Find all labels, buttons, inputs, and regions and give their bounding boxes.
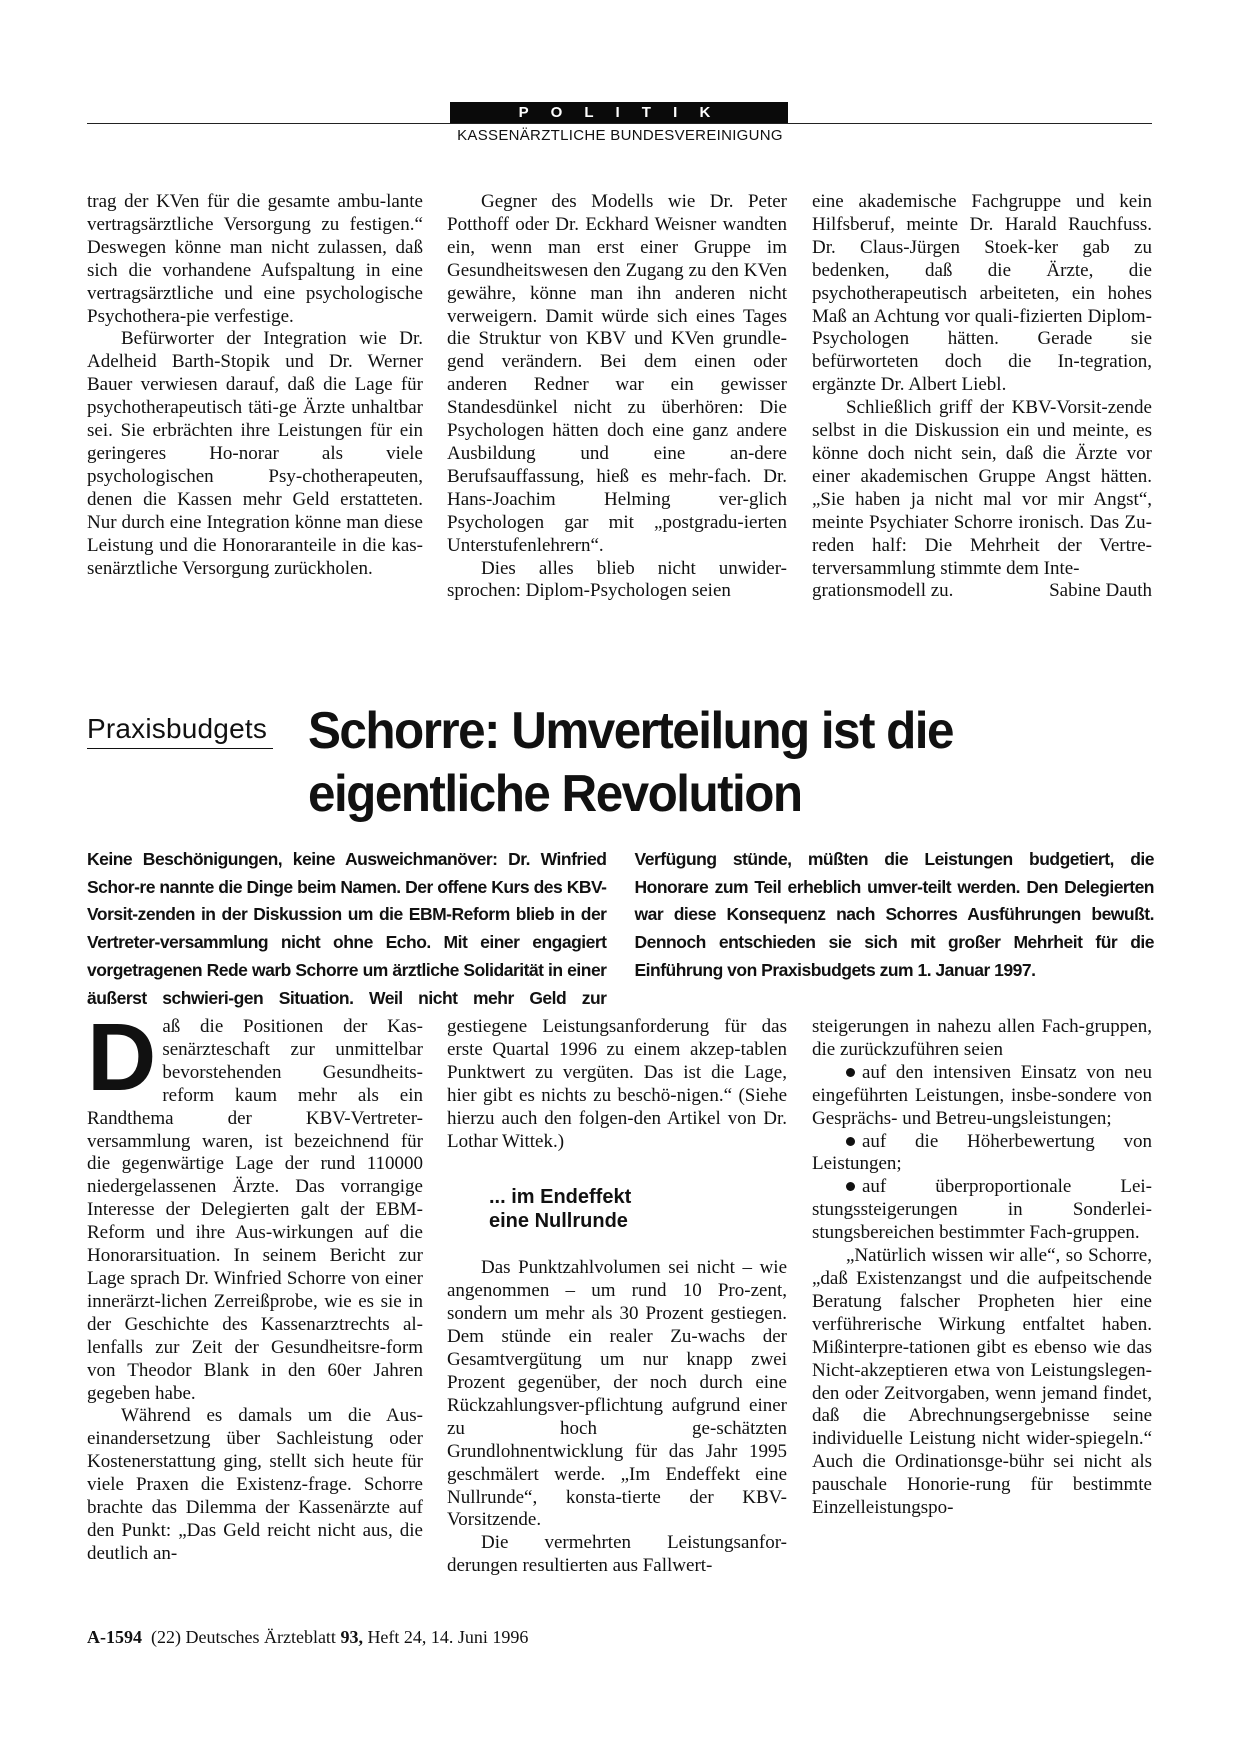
subheading-line: eine Nullrunde (489, 1210, 628, 1233)
bullet-item (812, 1131, 1152, 1177)
prev-article-column-2 (447, 191, 787, 603)
section-subtitle: KASSENÄRZTLICHE BUNDESVEREINIGUNG (457, 127, 783, 144)
article-column-1 (87, 1004, 423, 1566)
paragraph: „Natürlich wissen wir alle“, so Schorre, „daß Existenzangst und die aufpeitschende Beratung falscher Propheten hier eine verführerische Wirkung entfaltet haben. Mißinterpre-tationen gibt es ebenso wie das Nicht-akzeptieren etwa von Leistungslegen-den oder Zeitvorgaben, wenn jemand findet, daß die Abrechnungsergebnisse seine individuelle Leistung nicht wider-spiegeln.“ Auch die Ordinationsge-bühr sei nicht als pauschale Honorie-rung für bestimmte Einzelleistungspo- (812, 1245, 1152, 1519)
last-line: grationsmodell zu. (812, 580, 954, 602)
paragraph: Während es damals um die Aus-einandersetzung über Sachleistung oder Kostenerstattung ging, stellt sich heute für viele Praxen die Existenz-frage. Schorre brachte das Dilemma der Kassenärzte auf den Punkt: „Das Geld reicht nicht aus, die deutlich an- (87, 1405, 423, 1564)
prev-article-column-1 (87, 191, 423, 580)
paragraph: Das Punktzahlvolumen sei nicht – wie angenommen – um rund 10 Pro-zent, sondern um mehr als 30 Prozent gestiegen. Dem stünde ein realer Zu-wachs der Gesamtvergütung um nur knapp zwei Prozent gegenüber, der noch durch eine Rückzahlungsver-pflichtung aufgrund einer zu hoch ge-schätzten Grundlohnentwicklung für das Jahr 1995 geschmälert werde. „Im Endeffekt eine Nullrunde“, konsta-tierte der KBV-Vorsitzende. (447, 1257, 787, 1531)
journal-name: (22) Deutsches Ärzteblatt (151, 1627, 336, 1647)
paragraph: Befürworter der Integration wie Dr. Adelheid Barth-Stopik und Dr. Werner Bauer verwiesen darauf, daß die Lage für psychotherapeutisch täti-ge Ärzte unhaltbar sei. Sie erbrächten ihre Leistungen für ein geringeres Ho-norar als viele psychologischen Psy-chotherapeuten, denen die Kassen mehr Geld erstatteten. Nur durch eine Integration könne man diese Leistung und die Honoraranteile in die kas-senärztliche Versorgung zurückholen. (87, 328, 423, 579)
bullet-text: auf die Höherbewertung von Leistungen; (812, 1130, 1152, 1175)
article-headline: Schorre: Umverteilung ist die eigentliche Revolution (308, 702, 953, 823)
bullet-item (812, 1062, 1152, 1131)
paragraph: Schließlich griff der KBV-Vorsit-zende selbst in die Diskussion ein und meinte, es könne doch nicht sein, daß die Ärzte vor einer akademischen Gruppe Angst hätten. „Sie haben ja nicht mal vor mir Angst“, meinte Psychiater Schorre ironisch. Das Zu-reden half: Die Mehrheit der Vertre-terversammlung stimmte dem Inte- (812, 397, 1152, 579)
article-column-2 (447, 1016, 787, 1578)
bullet-item (812, 1176, 1152, 1245)
article-kicker: Praxisbudgets (87, 712, 273, 749)
bullet-icon (846, 1182, 855, 1191)
author-signature: Sabine Dauth (1049, 580, 1152, 602)
drop-cap: D (87, 1004, 157, 1111)
bullet-icon (846, 1137, 855, 1146)
paragraph: steigerungen in nahezu allen Fach-gruppen, die zurückzuführen seien (812, 1016, 1152, 1060)
author-line (812, 580, 1152, 603)
paragraph: Die vermehrten Leistungsanfor-derungen resultierten aus Fallwert- (447, 1532, 787, 1577)
subheading (489, 1185, 787, 1233)
paragraph: trag der KVen für die gesamte ambu-lante vertragsärztliche Versorgung zu festigen.“ Deswegen könne man nicht zulassen, daß sich die vorhandene Aufspaltung in eine vertragsärztliche und eine psychologische Psychothera-pie verfestige. (87, 191, 423, 327)
page-footer (87, 1627, 528, 1648)
article-lead: Keine Beschönigungen, keine Ausweichmanöver: Dr. Winfried Schor-re nannte die Dinge beim Namen. Der offene Kurs des KBV-Vorsit-zenden in der Diskussion um die EBM-Reform blieb in der Vertreter-versammlung nicht ohne Echo. Mit einer engagiert vorgetragenen Rede warb Schorre um ärztliche Solidarität in einer äußerst schwieri-gen Situation. Weil nicht mehr Geld zur Verfügung stünde, müßten die Leistungen budgetiert, die Honorare zum Teil erheblich umver-teilt werden. Den Delegierten war diese Konsequenz nach Schorres Ausführungen bewußt. Dennoch entschieden sie sich mit großer Mehrheit für die Einführung von Praxisbudgets zum 1. Januar 1997. (87, 849, 1154, 1008)
page-number: A-1594 (87, 1627, 142, 1647)
prev-article-column-3 (812, 191, 1152, 603)
subheading-line: ... im Endeffekt (489, 1186, 632, 1209)
paragraph: eine akademische Fachgruppe und kein Hilfsberuf, meinte Dr. Harald Rauchfuss. Dr. Claus-Jürgen Stoek-ker gab zu bedenken, daß die Ärzte, die psychotherapeutisch arbeiteten, ein hohes Maß an Achtung vor quali-fizierten Diplom-Psychologen hätten. Gerade sie befürworteten doch die In-tegration, ergänzte Dr. Albert Liebl. (812, 191, 1152, 396)
paragraph: gestiegene Leistungsanforderung für das erste Quartal 1996 zu einem akzep-tablen Punktwert zu vergüten. Das ist die Lage, hier gibt es nichts zu beschö-nigen.“ (Siehe hierzu auch den folgen-den Artikel von Dr. Lothar Wittek.) (447, 1016, 787, 1152)
article-column-3 (812, 1016, 1152, 1520)
paragraph: Dies alles blieb nicht unwider-sprochen: Diplom-Psychologen seien (447, 557, 787, 602)
header-rule (87, 123, 1152, 124)
bullet-text: auf überproportionale Lei-stungssteigerungen in Sonderlei-stungsbereichen bestimmter Fach-gruppen. (812, 1176, 1152, 1244)
bullet-icon (846, 1068, 855, 1077)
section-label: P O L I T I K (450, 102, 788, 124)
volume: 93, (340, 1627, 363, 1647)
bullet-text: auf den intensiven Einsatz von neu eingeführten Leistungen, insbe-sondere von Gesprächs- und Betreu-ungsleistungen; (812, 1061, 1152, 1129)
paragraph (87, 1004, 423, 1405)
paragraph: Gegner des Modells wie Dr. Peter Potthoff oder Dr. Eckhard Weisner wandten ein, wenn man erst einer Gruppe im Gesundheitswesen den Zugang zu den KVen gewähre, könne man ihn anderen nicht verweigern. Damit würde sich eines Tages die Struktur von KBV und KVen grundle-gend verändern. Bei dem einen oder anderen Redner war ein gewisser Standesdünkel nicht zu überhören: Die Psychologen hätten doch eine ganz andere Ausbildung und eine an-dere Berufsauffassung, hieß es mehr-fach. Dr. Hans-Joachim Helming ver-glich Psychologen gar mit „postgradu-ierten Unterstufenlehrern“. (447, 191, 787, 556)
paragraph-text: aß die Positionen der Kas-senärzteschaft zur unmittelbar bevorstehenden Gesundheits-reform kaum mehr als ein Randthema der KBV-Vertreter-versammlung waren, ist bezeichnend für die gegenwärtige Lage der rund 110000 niedergelassenen Ärzte. Das vorrangige Interesse der Delegierten galt der EBM-Reform und ihre Aus-wirkungen auf die Honorarsituation. In seinem Bericht zur Lage sprach Dr. Winfried Schorre von einer innerärzt-lichen Zerreißprobe, wie es sie in der Geschichte des Kassenarztrechts al-lenfalls zur Zeit der Gesundheitsre-form von Theodor Blank in den 60er Jahren gegeben habe. (87, 1016, 423, 1404)
issue-date: Heft 24, 14. Juni 1996 (367, 1627, 529, 1647)
